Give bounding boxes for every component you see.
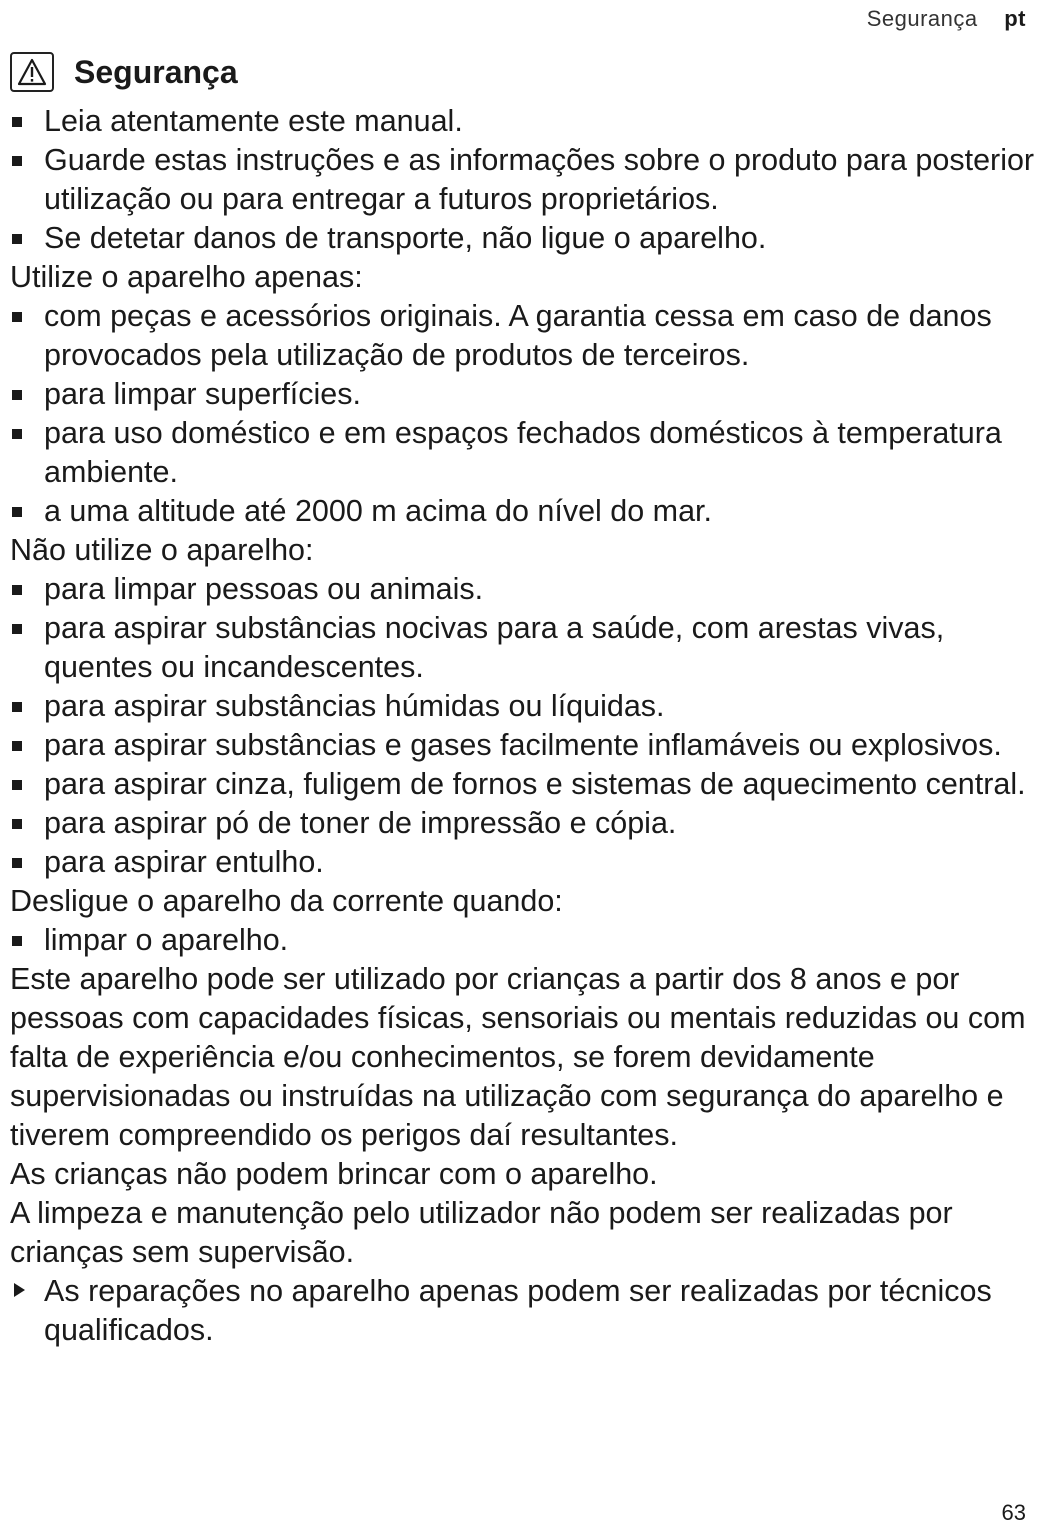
bullet-square-icon <box>12 156 22 166</box>
list-item <box>10 414 1040 492</box>
block-text: Guarde estas instruções e as informações sobre o produto para posterior utilização ou para entregar a futuros proprietários. <box>44 143 1035 216</box>
safety-content <box>10 102 1040 1350</box>
paragraph <box>10 960 1040 1155</box>
block-text: para aspirar cinza, fuligem de fornos e sistemas de aquecimento central. <box>44 767 1026 801</box>
header-language: pt <box>1004 6 1026 31</box>
block-text: Utilize o aparelho apenas: <box>10 260 363 294</box>
instruction-item <box>10 1272 1040 1350</box>
bullet-square-icon <box>12 780 22 790</box>
paragraph <box>10 258 1040 297</box>
list-item <box>10 141 1040 219</box>
block-text: Desligue o aparelho da corrente quando: <box>10 884 563 918</box>
bullet-square-icon <box>12 819 22 829</box>
bullet-square-icon <box>12 312 22 322</box>
bullet-square-icon <box>12 741 22 751</box>
list-item <box>10 297 1040 375</box>
bullet-square-icon <box>12 117 22 127</box>
list-item <box>10 921 1040 960</box>
list-item <box>10 609 1040 687</box>
bullet-square-icon <box>12 234 22 244</box>
block-text: para aspirar entulho. <box>44 845 324 879</box>
block-text: para limpar superfícies. <box>44 377 361 411</box>
block-text: com peças e acessórios originais. A garantia cessa em caso de danos provocados pela utilização de produtos de terceiros. <box>44 299 992 372</box>
paragraph <box>10 1194 1040 1272</box>
running-header <box>867 6 1026 32</box>
page-title: Segurança <box>74 53 238 90</box>
block-text: Este aparelho pode ser utilizado por crianças a partir dos 8 anos e por pessoas com capacidades físicas, sensoriais ou mentais reduzidas ou com falta de experiência e/ou conhecimentos, se forem devidamente supervisionadas ou instruídas na utilização com segurança do aparelho e tiverem compreendido os perigos daí resultantes. <box>10 962 1026 1152</box>
page-number: 63 <box>1001 1500 1026 1525</box>
paragraph <box>10 882 1040 921</box>
block-text: para aspirar substâncias húmidas ou líquidas. <box>44 689 665 723</box>
bullet-square-icon <box>12 429 22 439</box>
bullet-square-icon <box>12 936 22 946</box>
bullet-square-icon <box>12 624 22 634</box>
block-text: Leia atentamente este manual. <box>44 104 463 138</box>
block-text: para uso doméstico e em espaços fechados domésticos à temperatura ambiente. <box>44 416 1002 489</box>
list-item <box>10 804 1040 843</box>
bullet-square-icon <box>12 858 22 868</box>
block-text: Se detetar danos de transporte, não ligue o aparelho. <box>44 221 767 255</box>
block-text: para aspirar substâncias nocivas para a saúde, com arestas vivas, quentes ou incandescentes. <box>44 611 945 684</box>
list-item <box>10 102 1040 141</box>
list-item <box>10 375 1040 414</box>
block-text: As reparações no aparelho apenas podem ser realizadas por técnicos qualificados. <box>44 1274 992 1347</box>
header-section: Segurança <box>866 6 978 31</box>
block-text: limpar o aparelho. <box>44 923 289 957</box>
block-text: Não utilize o aparelho: <box>10 533 314 567</box>
paragraph <box>10 1155 1040 1194</box>
block-text: para limpar pessoas ou animais. <box>44 572 484 606</box>
warning-icon <box>10 52 54 92</box>
list-item <box>10 765 1040 804</box>
section-heading <box>10 52 238 92</box>
list-item <box>10 570 1040 609</box>
block-text: para aspirar pó de toner de impressão e cópia. <box>44 806 677 840</box>
list-item <box>10 687 1040 726</box>
list-item <box>10 843 1040 882</box>
bullet-square-icon <box>12 507 22 517</box>
block-text: a uma altitude até 2000 m acima do nível do mar. <box>44 494 712 528</box>
bullet-square-icon <box>12 390 22 400</box>
bullet-square-icon <box>12 702 22 712</box>
block-text: As crianças não podem brincar com o aparelho. <box>10 1157 658 1191</box>
bullet-square-icon <box>12 585 22 595</box>
arrow-right-icon <box>14 1283 25 1297</box>
list-item <box>10 219 1040 258</box>
list-item <box>10 492 1040 531</box>
block-text: para aspirar substâncias e gases facilmente inflamáveis ou explosivos. <box>44 728 1002 762</box>
list-item <box>10 726 1040 765</box>
paragraph <box>10 531 1040 570</box>
block-text: A limpeza e manutenção pelo utilizador não podem ser realizadas por crianças sem supervisão. <box>10 1196 953 1269</box>
